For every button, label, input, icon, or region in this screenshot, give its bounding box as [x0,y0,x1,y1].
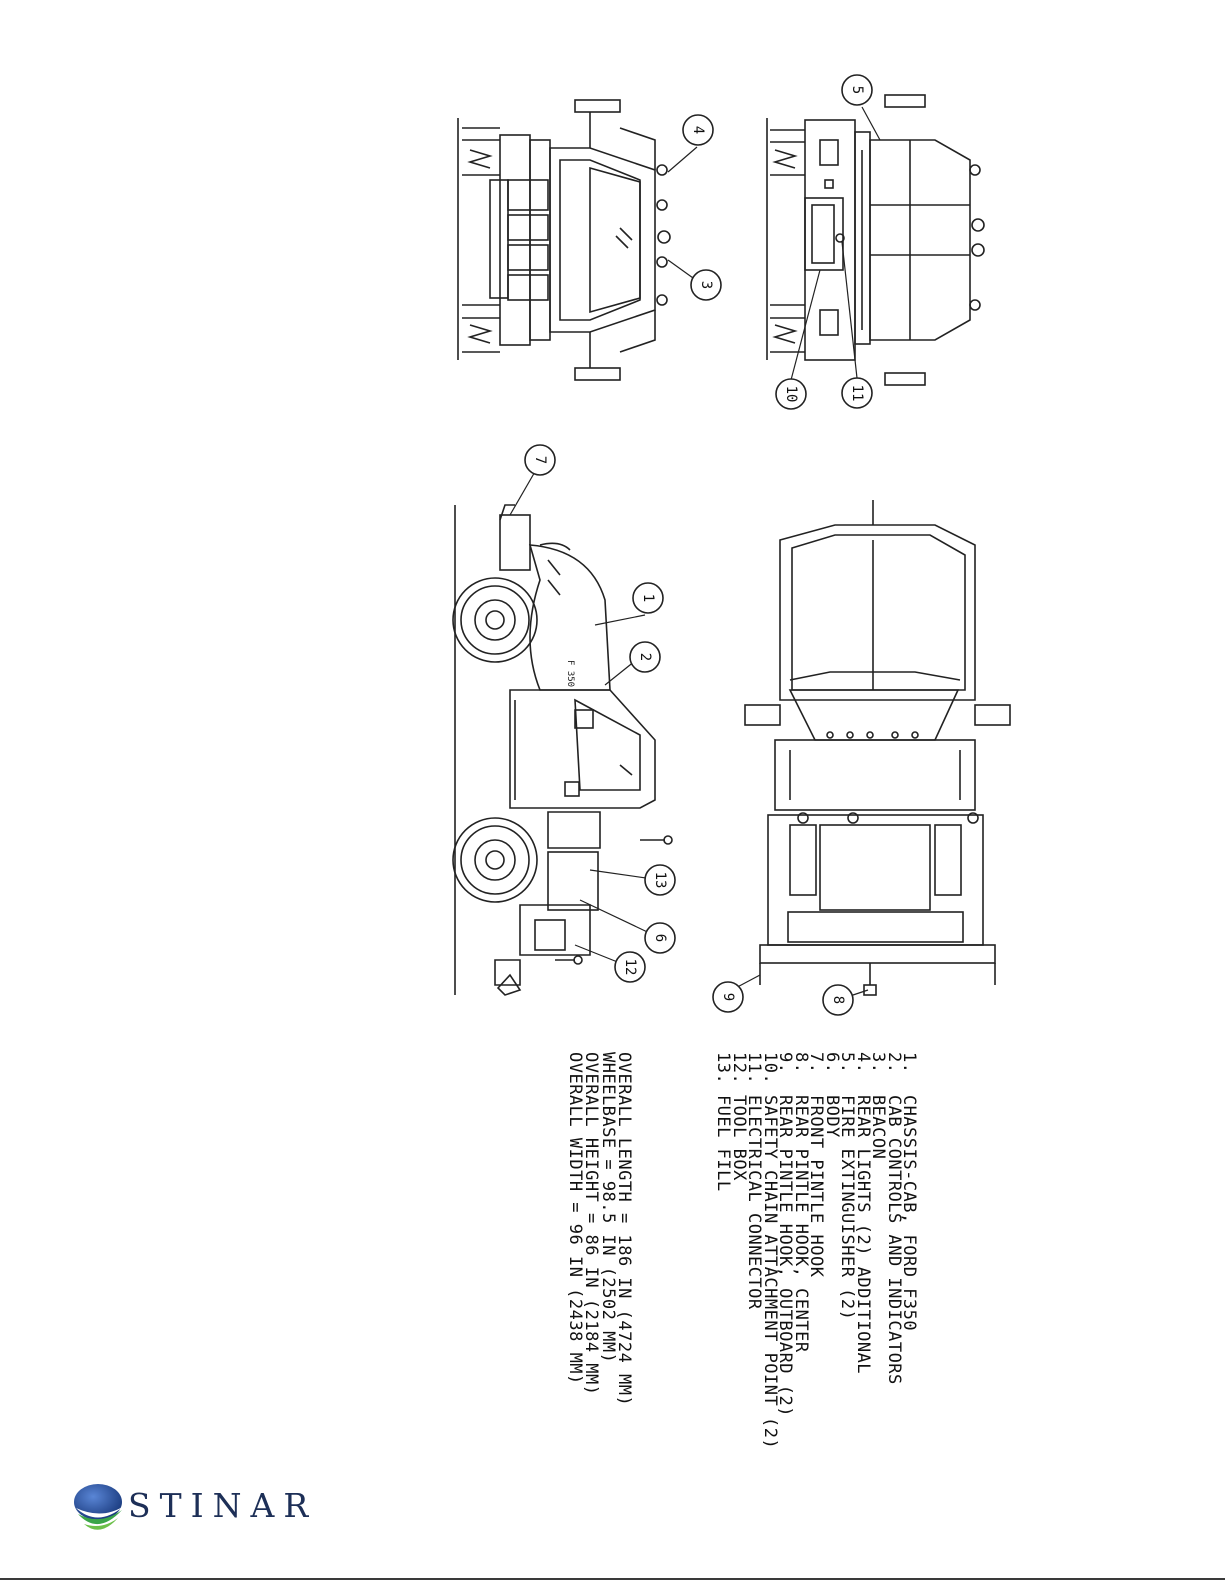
legend-item: 13. FUEL FILL [713,1052,733,1192]
globe-icon [72,1480,128,1538]
callout-number: 10 [783,385,799,403]
callout-number: 2 [637,652,653,662]
legend-item: 8. REAR PINTLE HOOK, CENTER [790,1052,811,1353]
legend-item: 5. FIRE EXTINGUISHER (2) [837,1052,857,1321]
footer-rule [0,1578,1225,1580]
legend-item: 12. TOOL BOX [728,1052,749,1181]
top-view [745,500,1010,995]
rear-view [767,95,984,385]
legend-item: 4. REAR LIGHTS (2) ADDITIONAL [852,1052,873,1375]
legend-item: 7. FRONT PINTLE HOOK [806,1052,826,1278]
legend-item: 6. BODY [821,1052,842,1138]
dimension-item: OVERALL WIDTH = 96 IN (2438 MM) [564,1052,585,1385]
callout-number: 3 [698,280,714,290]
side-view [453,505,672,995]
callout-number: 7 [532,455,548,465]
callout-number: 13 [652,871,668,889]
callout-number: 9 [720,992,736,1002]
legend-item: 3. BEACON [868,1052,888,1160]
dimension-item: OVERALL LENGTH = 186 IN (4724 MM) [614,1052,634,1407]
logo-wordmark: STINAR [128,1486,318,1525]
callout-number: 8 [830,995,846,1005]
callout-number: 4 [690,125,706,135]
stinar-logo [72,1480,318,1540]
front-view [458,100,670,380]
legend-item: 10. SAFETY CHAIN ATTACHMENT POINT (2) [759,1052,780,1450]
side-view-label: F 350 [565,660,575,688]
dimension-item: OVERALL HEIGHT = 86 IN (2184 MM) [581,1052,601,1396]
callout-number: 5 [849,85,865,95]
callout-number: 12 [622,958,638,976]
callout-number: 11 [849,384,865,402]
legend-item: 9. REAR PINTLE HOOK, OUTBOARD (2) [775,1052,795,1417]
legend-item: 2. CAB CONTROLS AND INDICATORS [883,1052,904,1385]
dimension-item: WHEELBASE = 98.5 IN (2502 MM) [597,1052,618,1364]
legend-item: 1. CHASSIS-CAB, FORD F350 [899,1052,919,1332]
callout-number: 1 [640,593,656,603]
callout-number: 6 [652,933,668,943]
legend-item: 11. ELECTRICAL CONNECTOR [744,1052,764,1310]
